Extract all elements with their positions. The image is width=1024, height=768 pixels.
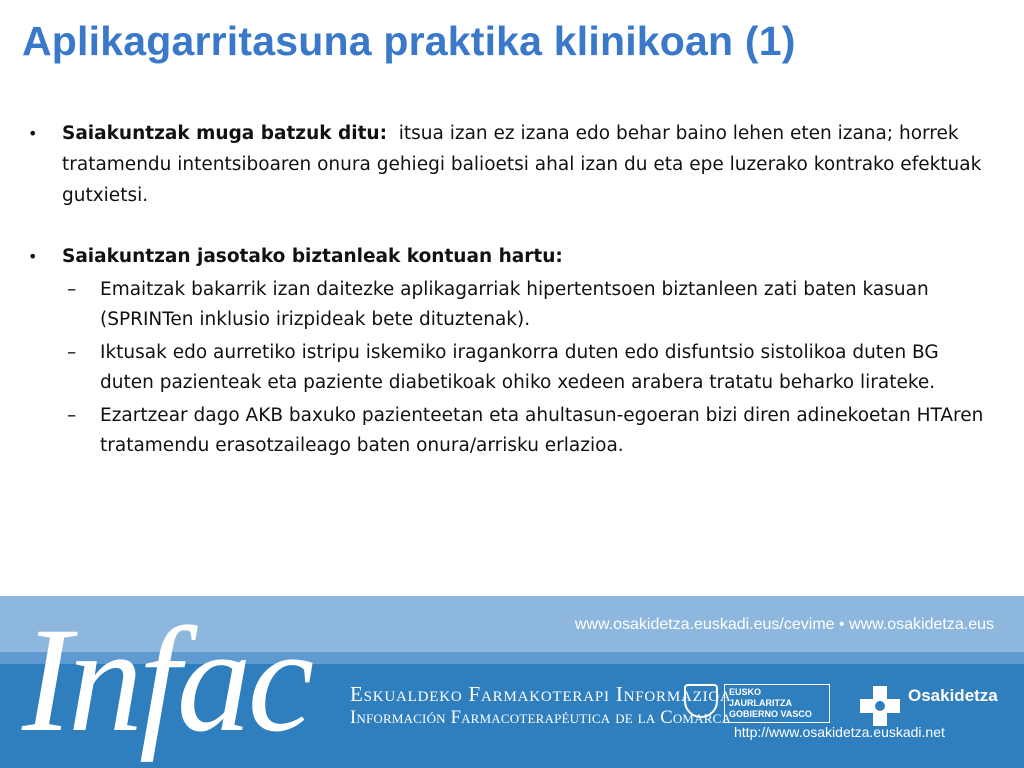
gov-line-eus: EUSKO JAURLARITZA	[729, 687, 792, 708]
footer-basque-line: Eskualdeko Farmakoterapi Informazioa	[350, 682, 732, 706]
sub-item	[0, 275, 1024, 335]
footer-spanish-line: Información Farmacoterapéutica de la Comarca	[350, 708, 732, 728]
bullet-item	[0, 118, 1024, 211]
infac-logo: Infac	[22, 597, 311, 763]
sub-item-text: Emaitzak bakarrik izan daitezke aplikagarriak hipertentsoen biztanleen zati baten kasuan (SPRINTen inklusio irizpideak bete dituztenak).	[100, 279, 929, 330]
bullet-lead: Saiakuntzan jasotako biztanleak kontuan hartu:	[62, 246, 563, 267]
bullet-marker: •	[28, 247, 38, 266]
footer-banner	[0, 596, 1024, 768]
gobierno-vasco-logo	[684, 682, 844, 726]
bullet-item	[0, 241, 1024, 272]
sub-item-text: Iktusak edo aurretiko istripu iskemiko iragankorra duten edo disfuntsio sistolikoa duten BG duten pazienteak eta paziente diabetikoak ohiko xedeen arabera tratatu beharko lirateke.	[100, 342, 939, 393]
bullet-marker: •	[28, 124, 38, 143]
slide-content	[0, 118, 1024, 461]
bullet-text: itsua izan ez izana edo behar baino lehen eten izana; horrek tratamendu intentsiboaren onura gehiegi balioetsi ahal izan du eta epe luzerako kontrako efektuak gutxietsi.	[62, 123, 982, 206]
osakidetza-logo-text: Osakidetza	[908, 686, 998, 705]
gov-name-box	[724, 684, 830, 723]
sub-item	[0, 338, 1024, 398]
sub-item	[0, 401, 1024, 461]
footer-url-top[interactable]: www.osakidetza.euskadi.eus/cevime • www.osakidetza.eus	[574, 616, 994, 633]
gov-line-es: GOBIERNO VASCO	[729, 709, 812, 719]
footer-url-bottom[interactable]: http://www.osakidetza.euskadi.net	[734, 724, 945, 740]
sub-marker: –	[67, 405, 77, 426]
bullet-lead: Saiakuntzak muga batzuk ditu:	[62, 123, 387, 144]
sub-marker: –	[67, 342, 77, 363]
sub-item-text: Ezartzear dago AKB baxuko pazienteetan eta ahultasun-egoeran bizi diren adinekoetan HTAren tratamendu erasotzaileago baten onura/arrisku erlazioa.	[100, 405, 984, 456]
osakidetza-cross-icon	[858, 684, 902, 728]
shield-icon	[684, 684, 718, 718]
slide-title: Aplikagarritasuna praktika klinikoan (1)	[22, 18, 796, 64]
sub-marker: –	[67, 279, 77, 300]
